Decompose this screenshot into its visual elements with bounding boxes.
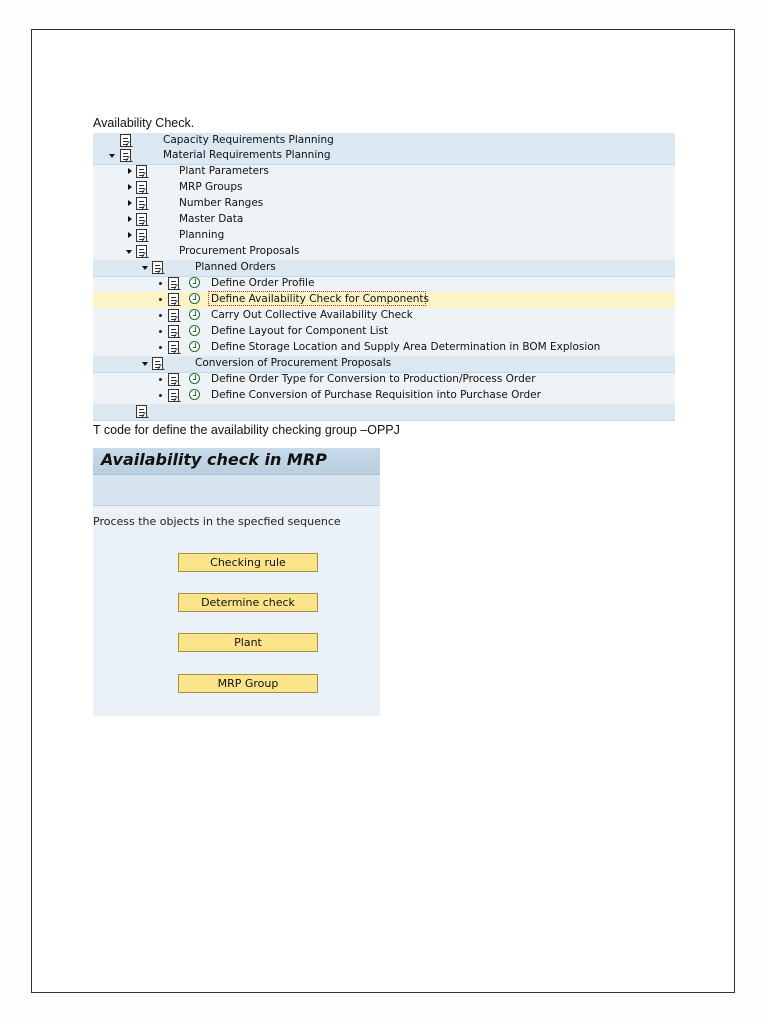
document-icon: [168, 277, 179, 290]
collapsed-icon[interactable]: [128, 232, 132, 238]
tree-row-partial[interactable]: Capacity Requirements Planning: [93, 133, 675, 150]
plant-button[interactable]: Plant: [178, 633, 318, 652]
execute-clock-icon[interactable]: [189, 277, 200, 288]
tree-row-define-conversion-pr-po[interactable]: Define Conversion of Purchase Requisition into Purchase Order: [93, 388, 675, 404]
panel-instruction: Process the objects in the specfied sequence: [93, 515, 341, 528]
execute-clock-icon[interactable]: [189, 309, 200, 320]
document-icon: [136, 245, 147, 258]
expanded-icon[interactable]: [142, 266, 148, 270]
tree-row-plant-parameters[interactable]: Plant Parameters: [93, 164, 675, 180]
tree-row-mrp[interactable]: Material Requirements Planning: [93, 148, 675, 165]
tree-row-define-order-profile[interactable]: Define Order Profile: [93, 276, 675, 292]
document-icon: [120, 149, 131, 162]
collapsed-icon[interactable]: [128, 184, 132, 190]
expanded-icon[interactable]: [142, 362, 148, 366]
tree-row-define-storage-location[interactable]: Define Storage Location and Supply Area Determination in BOM Explosion: [93, 340, 675, 356]
tree-row-procurement-proposals[interactable]: Procurement Proposals: [93, 244, 675, 260]
panel-toolbar: [93, 475, 380, 506]
document-icon: [152, 357, 163, 370]
document-icon: [168, 373, 179, 386]
panel-title: Availability check in MRP: [101, 450, 327, 469]
execute-clock-icon[interactable]: [189, 389, 200, 400]
tree-row-mrp-groups[interactable]: MRP Groups: [93, 180, 675, 196]
tree-row-define-availability-check[interactable]: Define Availability Check for Components: [93, 292, 675, 308]
tree-row-conversion[interactable]: Conversion of Procurement Proposals: [93, 356, 675, 373]
document-icon: [136, 229, 147, 242]
mrp-availability-panel: [93, 448, 380, 716]
sap-img-tree: [93, 134, 675, 411]
expanded-icon[interactable]: [126, 250, 132, 254]
execute-clock-icon[interactable]: [189, 293, 200, 304]
document-icon: [136, 165, 147, 178]
collapsed-icon[interactable]: [128, 168, 132, 174]
document-icon: [136, 181, 147, 194]
execute-clock-icon[interactable]: [189, 341, 200, 352]
execute-clock-icon[interactable]: [189, 325, 200, 336]
checking-rule-button[interactable]: Checking rule: [178, 553, 318, 572]
collapsed-icon[interactable]: [128, 200, 132, 206]
collapsed-icon[interactable]: [128, 216, 132, 222]
tcode-text: T code for define the availability checking group –OPPJ: [93, 423, 400, 437]
tree-row-planning[interactable]: Planning: [93, 228, 675, 244]
mrp-group-button[interactable]: MRP Group: [178, 674, 318, 693]
tree-row-planned-orders[interactable]: Planned Orders: [93, 260, 675, 277]
tree-row-define-order-type[interactable]: Define Order Type for Conversion to Production/Process Order: [93, 372, 675, 388]
heading-availability-check: Availability Check.: [93, 116, 195, 130]
tree-row-number-ranges[interactable]: Number Ranges: [93, 196, 675, 212]
execute-clock-icon[interactable]: [189, 373, 200, 384]
determine-check-button[interactable]: Determine check: [178, 593, 318, 612]
document-icon: [152, 261, 163, 274]
tree-row-carry-out-collective-check[interactable]: Carry Out Collective Availability Check: [93, 308, 675, 324]
document-icon: [136, 405, 147, 418]
document-icon: [168, 389, 179, 402]
document-icon: [136, 213, 147, 226]
document-icon: [120, 134, 131, 147]
document-icon: [136, 197, 147, 210]
document-icon: [168, 341, 179, 354]
expanded-icon[interactable]: [109, 154, 115, 158]
document-icon: [168, 325, 179, 338]
panel-title-bar: [93, 448, 380, 475]
document-icon: [168, 293, 179, 306]
tree-row-master-data[interactable]: Master Data: [93, 212, 675, 228]
tree-row-partial-bottom[interactable]: [93, 404, 675, 421]
tree-row-define-layout[interactable]: Define Layout for Component List: [93, 324, 675, 340]
document-icon: [168, 309, 179, 322]
